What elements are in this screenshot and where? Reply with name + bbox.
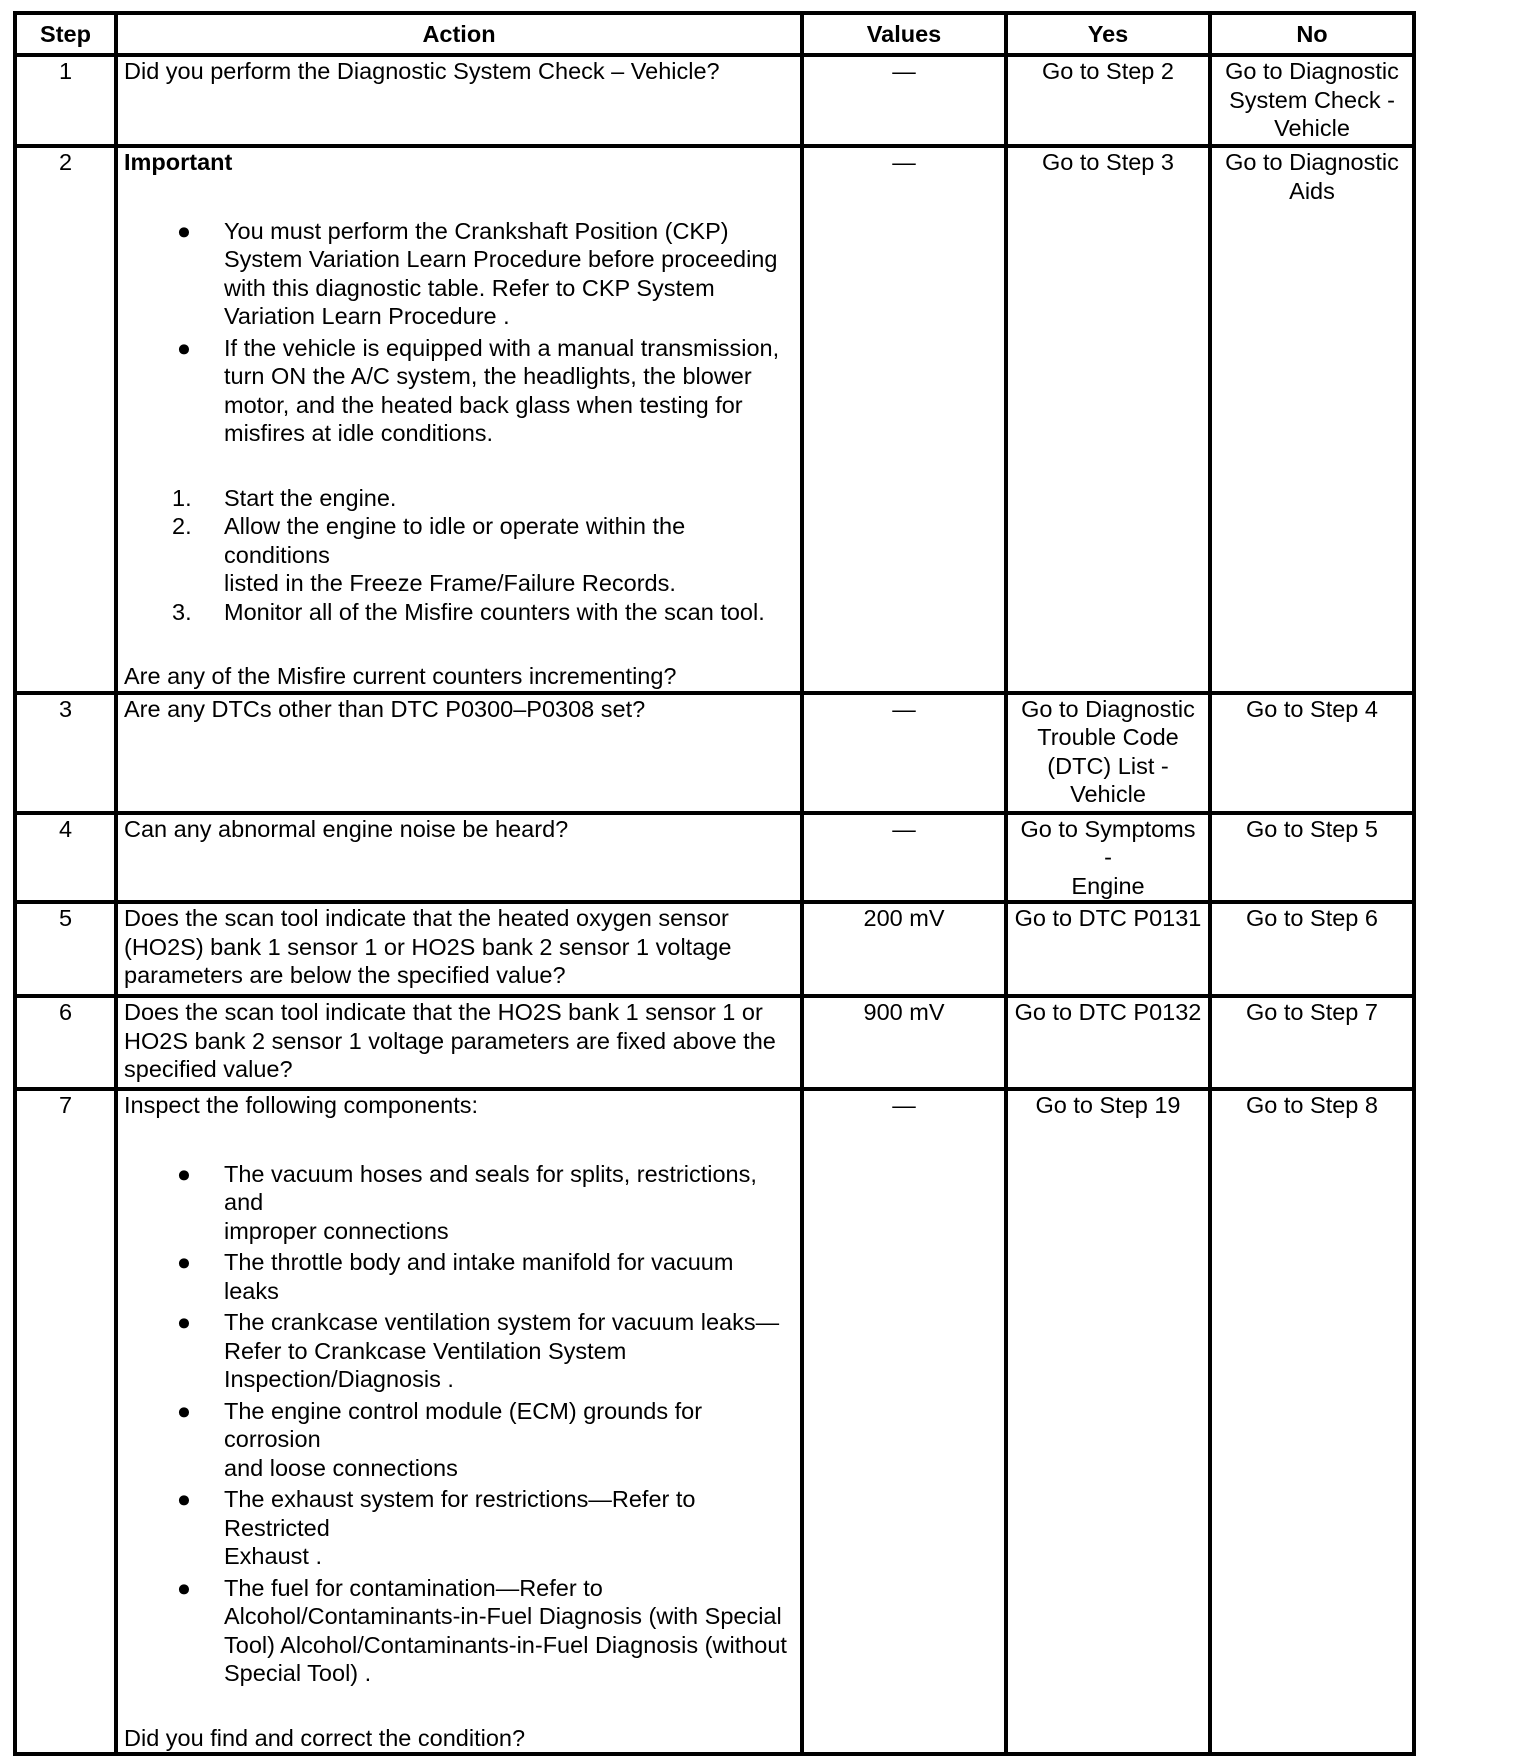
header-step: Step [15, 13, 116, 55]
no-line: Aids [1289, 177, 1335, 204]
list-item: ● The engine control module (ECM) grounds for corrosion and loose connections [124, 1397, 794, 1483]
bullet-icon: ● [176, 1574, 192, 1601]
list-number: 3. [172, 598, 192, 625]
action-cell [116, 813, 802, 903]
yes-line: Go to Diagnostic [1021, 695, 1195, 722]
action-cell: Does the scan tool indicate that the heated oxygen sensor (HO2S) bank 1 sensor 1 or HO2S bank 2 sensor 1 voltage parameters are below the specified value? [116, 902, 802, 996]
step-number: 3 [15, 693, 116, 813]
step-number: 4 [15, 813, 116, 903]
yes-cell: Go to Step 2 [1006, 55, 1210, 146]
header-no: No [1210, 13, 1414, 55]
header-yes: Yes [1006, 13, 1210, 55]
bullet-list [124, 217, 794, 448]
value-cell: 900 mV [802, 996, 1006, 1089]
list-item: ● If the vehicle is equipped with a manual transmission, turn ON the A/C system, the headlights, the blower motor, and the heated back glass when testing for misfires at idle conditions. [124, 334, 794, 448]
step-number: 5 [15, 902, 116, 996]
no-cell: Go to Step 6 [1210, 902, 1414, 996]
important-label: Important [124, 149, 233, 175]
list-item: ● The throttle body and intake manifold for vacuum leaks [124, 1248, 794, 1305]
list-item: ● You must perform the Crankshaft Position (CKP) System Variation Learn Procedure before proceeding with this diagnostic table. Refer to CKP System Variation Learn Procedure . [124, 217, 794, 331]
step-number: 7 [15, 1089, 116, 1754]
header-values: Values [802, 13, 1006, 55]
bullet-icon: ● [176, 334, 192, 361]
list-number: 1. [172, 484, 192, 511]
no-line: Go to Diagnostic [1225, 149, 1399, 175]
action-cell [116, 55, 802, 146]
yes-cell [1006, 813, 1210, 903]
bullet-icon: ● [176, 1486, 192, 1512]
action-question: Did you find and correct the condition? [124, 1724, 526, 1751]
yes-line: Go to Symptoms - [1020, 815, 1196, 870]
table-row [15, 902, 1414, 996]
yes-line: Engine [1071, 872, 1145, 899]
bullet-icon: ● [176, 1160, 192, 1187]
table-row [15, 996, 1414, 1089]
step-number: 2 [15, 146, 116, 693]
action-question: Can any abnormal engine noise be heard? [124, 815, 569, 842]
list-item: ● The exhaust system for restrictions—Refer to Restricted Exhaust . [124, 1485, 794, 1571]
step-number: 6 [15, 996, 116, 1089]
list-item: ● The fuel for contamination—Refer to Alcohol/Contaminants-in-Fuel Diagnosis (with Special Tool) Alcohol/Contaminants-in-Fuel Diagnosis (without Special Tool) . [124, 1574, 794, 1688]
value-cell: — [802, 1089, 1006, 1754]
no-cell [1210, 146, 1414, 693]
value-cell: — [802, 693, 1006, 813]
yes-cell: Go to DTC P0132 [1006, 996, 1210, 1089]
table-row [15, 146, 1414, 693]
table-row [15, 693, 1414, 813]
numbered-list [124, 484, 794, 627]
action-cell [116, 146, 802, 693]
no-cell: Go to Step 7 [1210, 996, 1414, 1089]
table-header-row [15, 13, 1414, 55]
list-item: ● The crankcase ventilation system for vacuum leaks— Refer to Crankcase Ventilation System Inspection/Diagnosis . [124, 1308, 794, 1394]
bullet-icon: ● [176, 1397, 192, 1424]
diagnostic-table-container [13, 11, 1416, 1756]
table-row [15, 813, 1414, 903]
bullet-icon: ● [176, 1309, 192, 1335]
yes-cell: Go to Step 3 [1006, 146, 1210, 693]
list-item: 1. Start the engine. [172, 484, 397, 511]
bullet-list [124, 1160, 794, 1688]
action-cell [116, 693, 802, 813]
action-question: Did you perform the Diagnostic System Check – Vehicle? [124, 58, 720, 84]
value-cell: — [802, 813, 1006, 903]
table-row [15, 55, 1414, 146]
no-cell: Go to Step 8 [1210, 1089, 1414, 1754]
list-item: ● The vacuum hoses and seals for splits, restrictions, and improper connections [124, 1160, 794, 1246]
yes-cell: Go to Step 19 [1006, 1089, 1210, 1754]
value-cell: — [802, 146, 1006, 693]
value-cell: — [802, 55, 1006, 146]
step-number: 1 [15, 55, 116, 146]
no-cell: Go to Step 4 [1210, 693, 1414, 813]
bullet-icon: ● [176, 1249, 192, 1275]
yes-cell [1006, 693, 1210, 813]
yes-line: (DTC) List - [1047, 752, 1169, 779]
header-action: Action [116, 13, 802, 55]
table-row [15, 1089, 1414, 1754]
action-question: Are any DTCs other than DTC P0300–P0308 set? [124, 695, 646, 722]
action-cell [116, 1089, 802, 1754]
yes-line: Vehicle [1070, 781, 1146, 807]
action-intro: Inspect the following components: [124, 1092, 479, 1118]
no-cell [1210, 55, 1414, 146]
list-item: 2. Allow the engine to idle or operate within the conditions listed in the Freeze Frame/Failure Records. [172, 513, 686, 596]
no-line: System Check - [1229, 86, 1395, 113]
no-line: Vehicle [1274, 115, 1350, 141]
yes-line: Trouble Code [1037, 724, 1179, 750]
diagnostic-table [13, 11, 1416, 1756]
list-item: 3. Monitor all of the Misfire counters with the scan tool. [172, 598, 765, 625]
bullet-icon: ● [176, 217, 192, 244]
yes-cell: Go to DTC P0131 [1006, 902, 1210, 996]
list-number: 2. [172, 513, 192, 539]
action-cell: Does the scan tool indicate that the HO2S bank 1 sensor 1 or HO2S bank 2 sensor 1 voltage parameters are fixed above the specified value? [116, 996, 802, 1089]
action-question: Are any of the Misfire current counters incrementing? [124, 663, 677, 689]
no-cell: Go to Step 5 [1210, 813, 1414, 903]
no-line: Go to Diagnostic [1225, 58, 1399, 84]
value-cell: 200 mV [802, 902, 1006, 996]
